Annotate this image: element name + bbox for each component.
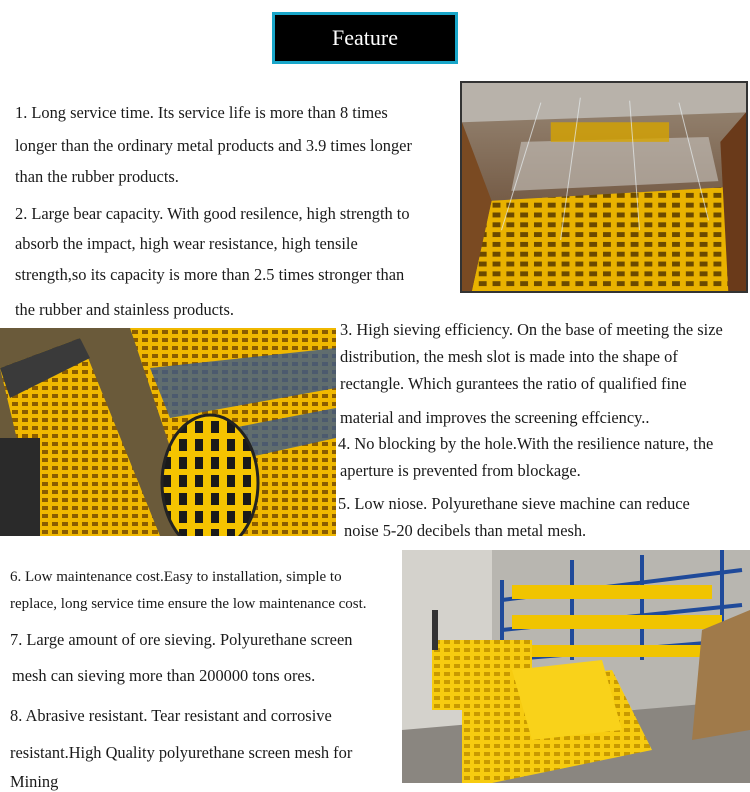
feature-7-line-2: mesh can sieving more than 200000 tons ores. [12, 666, 316, 685]
feature-4-line-1: 4. No blocking by the hole.With the resilience nature, the [338, 434, 714, 453]
feature-5-line-2: noise 5-20 decibels than metal mesh. [344, 521, 587, 540]
feature-2-line-4: the rubber and stainless products. [15, 300, 234, 319]
feature-title: Feature [272, 12, 458, 64]
feature-8-line-1: 8. Abrasive resistant. Tear resistant and corrosive [10, 706, 332, 725]
feature-5-line-1: 5. Low niose. Polyurethane sieve machine can reduce [338, 494, 690, 513]
feature-3-line-3: rectangle. Which gurantees the ratio of qualified fine [340, 374, 687, 393]
screening-line-photo [0, 328, 336, 536]
feature-8-line-2: resistant.High Quality polyurethane screen mesh for [10, 743, 353, 762]
feature-3-line-4: material and improves the screening effciency.. [340, 408, 650, 427]
feature-1-line-2: longer than the ordinary metal products and 3.9 times longer [15, 136, 412, 155]
feature-4-line-2: aperture is prevented from blockage. [340, 461, 581, 480]
screen-machine-photo [460, 81, 748, 293]
feature-2-line-2: absorb the impact, high wear resistance, high tensile [15, 234, 358, 253]
feature-8-line-3: Mining [10, 772, 59, 791]
feature-1-line-1: 1. Long service time. Its service life is more than 8 times [15, 103, 388, 122]
feature-6-line-2: replace, long service time ensure the low maintenance cost. [10, 596, 367, 612]
feature-2-line-3: strength,so its capacity is more than 2.5 times stronger than [15, 265, 405, 284]
feature-3-line-1: 3. High sieving efficiency. On the base of meeting the size [340, 320, 723, 339]
feature-6-line-1: 6. Low maintenance cost.Easy to installation, simple to [10, 569, 342, 585]
warehouse-photo [402, 550, 750, 783]
feature-3-line-2: distribution, the mesh slot is made into the shape of [340, 347, 678, 366]
feature-1-line-3: than the rubber products. [15, 167, 179, 186]
feature-7-line-1: 7. Large amount of ore sieving. Polyurethane screen [10, 630, 353, 649]
feature-2-line-1: 2. Large bear capacity. With good resilence, high strength to [15, 204, 410, 223]
